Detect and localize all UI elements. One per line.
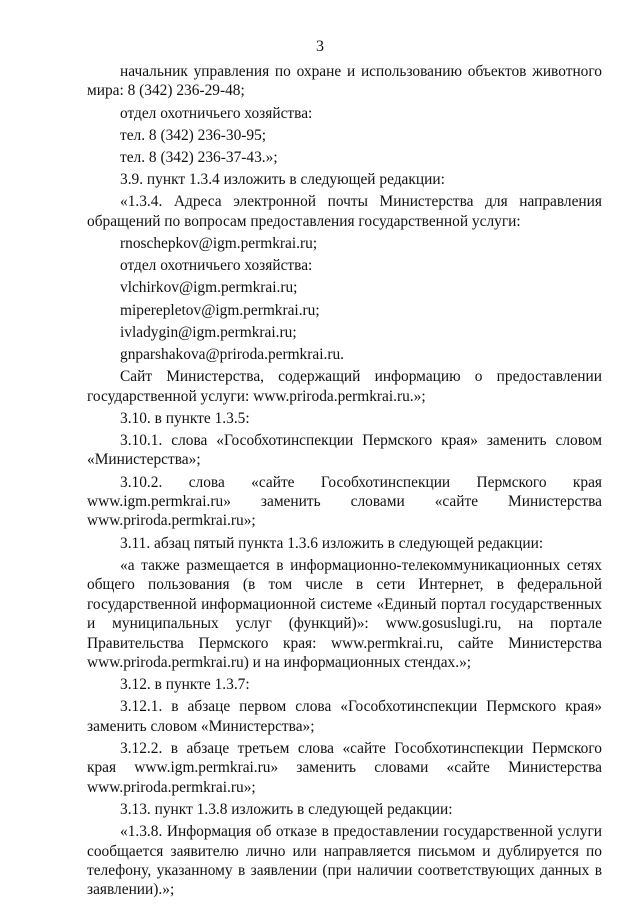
paragraph: отдел охотничьего хозяйства: xyxy=(120,257,313,275)
paragraph: 3.12.1. в абзаце первом слова «Гособхотинспекции Пермского края» заменить словом «Министерства»; xyxy=(87,698,602,735)
paragraph: «1.3.8. Информация об отказе в предоставлении государственной услуги сообщается заявителю лично или направляется письмом и дублируется по телефону, указанному в заявлении (при наличии соответствующих данных в заявлении).»; xyxy=(87,823,602,899)
document-body xyxy=(87,62,602,903)
paragraph: 3.11. абзац пятый пункта 1.3.6 изложить в следующей редакции: xyxy=(120,534,544,552)
paragraph: «1.3.4. Адреса электронной почты Министерства для направления обращений по вопросам предоставления государственной услуги: xyxy=(87,193,602,230)
paragraph: gnparshakova@priroda.permkrai.ru. xyxy=(120,346,345,364)
paragraph: тел. 8 (342) 236-30-95; xyxy=(120,126,267,144)
paragraph: «а также размещается в информационно-телекоммуникационных сетях общего пользования (в том числе в сети Интернет, в федеральной государственной информационной системе «Единый портал государственных и муниципальных услуг (функций)»: www.gosuslugi.ru, на портале Правительства Пермского края: www.permkrai.ru, сайте Министерства www.priroda.permkrai.ru) и на информационных стендах.»; xyxy=(87,556,602,671)
paragraph: 3.10. в пункте 1.3.5: xyxy=(120,409,250,427)
paragraph: miperepletov@igm.permkrai.ru; xyxy=(120,301,320,319)
paragraph: 3.13. пункт 1.3.8 изложить в следующей редакции: xyxy=(120,800,453,818)
paragraph: rnoschepkov@igm.permkrai.ru; xyxy=(120,235,318,253)
paragraph: 3.12. в пункте 1.3.7: xyxy=(120,676,250,694)
paragraph: Сайт Министерства, содержащий информацию о предоставлении государственной услуги: www.priroda.permkrai.ru.»; xyxy=(87,368,602,405)
paragraph: 3.10.1. слова «Гособхотинспекции Пермского края» заменить словом «Министерства»; xyxy=(87,432,602,469)
paragraph: 3.10.2. слова «сайте Гособхотинспекции Пермского края www.igm.permkrai.ru» заменить словами «сайте Министерства www.priroda.permkrai.ru»; xyxy=(87,473,602,530)
paragraph: 3.9. пункт 1.3.4 изложить в следующей редакции: xyxy=(120,171,445,189)
paragraph: vlchirkov@igm.permkrai.ru; xyxy=(120,279,298,297)
paragraph: 3.12.2. в абзаце третьем слова «сайте Гособхотинспекции Пермского края www.igm.permkrai.ru» заменить словами «сайте Министерства www.priroda.permkrai.ru»; xyxy=(87,739,602,796)
paragraph: тел. 8 (342) 236-37-43.»; xyxy=(120,149,278,167)
paragraph: ivladygin@igm.permkrai.ru; xyxy=(120,323,297,341)
page-number: 3 xyxy=(316,38,324,55)
paragraph: начальник управления по охране и использованию объектов животного мира: 8 (342) 236-29-48; xyxy=(87,63,602,100)
paragraph: отдел охотничьего хозяйства: xyxy=(120,104,313,122)
